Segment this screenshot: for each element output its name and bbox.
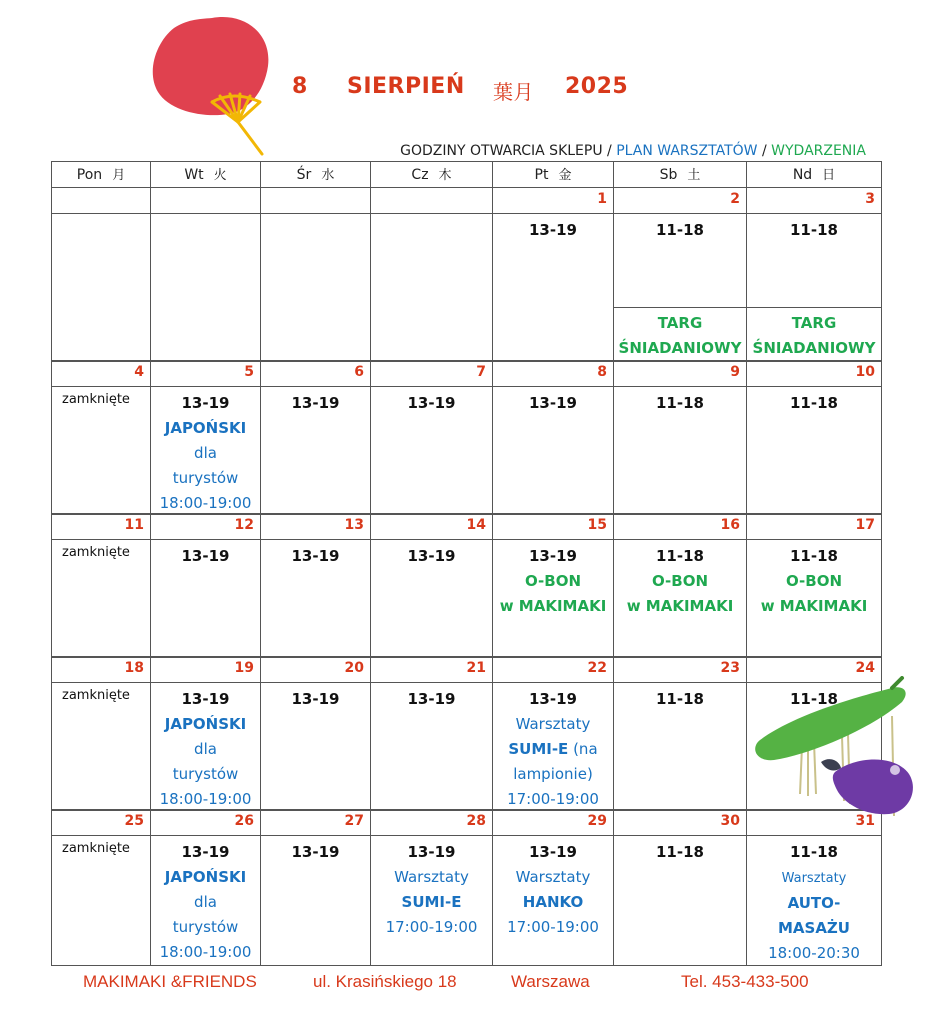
day-content <box>493 687 613 812</box>
day-content <box>371 544 492 569</box>
day-cell <box>150 809 261 966</box>
opening-hours: 13-19 <box>407 394 456 412</box>
day-cell <box>492 187 614 362</box>
day-line <box>747 891 881 916</box>
event-block <box>614 311 746 361</box>
day-cell <box>613 187 747 362</box>
day-number: 12 <box>234 517 254 533</box>
weekday-kanji: 水 <box>321 168 335 183</box>
event-text: turystów <box>172 765 239 783</box>
event-text: 18:00-19:00 <box>159 494 252 512</box>
weekday-kanji: 日 <box>822 168 836 183</box>
day-number-divider <box>52 835 150 836</box>
opening-hours: 13-19 <box>291 690 340 708</box>
opening-hours: 11-18 <box>656 547 704 565</box>
opening-hours: 11-18 <box>656 394 704 412</box>
opening-hours: 11-18 <box>790 221 838 239</box>
day-number-divider <box>614 682 746 683</box>
day-line <box>371 391 492 416</box>
day-line <box>614 391 746 416</box>
day-line <box>261 840 370 865</box>
weekday-header <box>150 161 261 188</box>
day-number-divider <box>151 386 260 387</box>
opening-hours: 13-19 <box>529 843 577 861</box>
weekday-label: Śr <box>296 167 312 183</box>
day-content <box>151 840 260 965</box>
day-number: 17 <box>855 517 875 533</box>
day-number: 21 <box>466 660 486 676</box>
event-text: 18:00-19:00 <box>159 790 252 808</box>
day-number: 9 <box>730 364 740 380</box>
day-cell <box>150 656 261 811</box>
day-number: 8 <box>597 364 607 380</box>
event-text: ŚNIADANIOWY <box>618 339 742 357</box>
day-line <box>151 687 260 712</box>
day-number: 24 <box>855 660 875 676</box>
event-text: JAPOŃSKI <box>164 868 247 886</box>
day-content <box>493 391 613 416</box>
day-number-divider <box>151 682 260 683</box>
day-line <box>747 916 881 941</box>
event-text: TARG <box>657 314 703 332</box>
weekday-header <box>260 161 371 188</box>
day-content <box>151 687 260 812</box>
day-number: 5 <box>244 364 254 380</box>
day-number: 30 <box>720 813 740 829</box>
day-line <box>747 865 881 891</box>
event-text: turystów <box>172 918 239 936</box>
weekday-label: Pt <box>534 167 549 183</box>
day-number-divider <box>371 682 492 683</box>
day-content <box>493 840 613 940</box>
day-cell <box>746 513 882 658</box>
event-text: Warsztaty <box>781 871 847 886</box>
event-text: w MAKIMAKI <box>626 597 734 615</box>
day-number-divider <box>371 213 492 214</box>
weekday-header <box>492 161 614 188</box>
day-cell <box>370 187 493 362</box>
day-number: 3 <box>865 191 875 207</box>
day-number-divider <box>614 539 746 540</box>
day-cell <box>370 656 493 811</box>
day-number-divider <box>151 213 260 214</box>
day-content <box>614 687 746 712</box>
day-number-divider <box>151 539 260 540</box>
day-line <box>493 687 613 712</box>
legend <box>400 143 866 159</box>
day-line <box>151 840 260 865</box>
day-line <box>493 865 613 890</box>
opening-hours: 11-18 <box>656 221 704 239</box>
day-number: 19 <box>234 660 254 676</box>
opening-hours: 13-19 <box>529 394 577 412</box>
event-text: SUMI-E <box>401 893 462 911</box>
day-number: 28 <box>466 813 486 829</box>
day-line <box>151 940 260 965</box>
event-text: TARG <box>791 314 837 332</box>
month-name: SIERPIEŃ <box>347 74 465 99</box>
page-title <box>0 74 928 110</box>
opening-hours: 11-18 <box>656 843 704 861</box>
day-content <box>371 391 492 416</box>
day-number: 16 <box>720 517 740 533</box>
day-number-divider <box>371 539 492 540</box>
day-line <box>493 915 613 940</box>
day-cell <box>492 656 614 811</box>
event-divider <box>614 307 746 308</box>
day-number-divider <box>747 213 881 214</box>
day-line <box>747 544 881 569</box>
event-text: O-BON <box>525 572 581 590</box>
day-content <box>371 840 492 940</box>
day-number: 10 <box>855 364 875 380</box>
day-cell <box>260 187 371 362</box>
day-number-divider <box>614 835 746 836</box>
closed-label: zamknięte <box>62 841 130 856</box>
calendar-grid <box>51 161 881 965</box>
opening-hours: 11-18 <box>656 690 704 708</box>
weekday-kanji: 火 <box>213 168 227 183</box>
day-number-divider <box>747 539 881 540</box>
event-text: ŚNIADANIOWY <box>752 339 876 357</box>
day-line <box>151 762 260 787</box>
day-number: 7 <box>476 364 486 380</box>
event-text: lampionie) <box>513 765 593 783</box>
day-number-divider <box>261 213 370 214</box>
weekday-kanji: 月 <box>112 168 126 183</box>
day-line <box>493 569 613 594</box>
day-line <box>371 544 492 569</box>
day-number-divider <box>261 835 370 836</box>
day-line <box>151 441 260 466</box>
day-line <box>261 687 370 712</box>
event-text: Warsztaty <box>394 868 469 886</box>
day-line <box>151 416 260 441</box>
weekday-header <box>746 161 882 188</box>
weekday-label: Wt <box>184 167 204 183</box>
day-cell <box>51 513 151 658</box>
day-line <box>493 890 613 915</box>
day-line <box>493 762 613 787</box>
event-text: MASAŻU <box>777 919 850 937</box>
day-cell <box>260 360 371 515</box>
day-line <box>614 569 746 594</box>
closed-label: zamknięte <box>62 545 130 560</box>
event-text: 17:00-19:00 <box>507 790 599 808</box>
opening-hours: 13-19 <box>407 547 456 565</box>
event-text: w MAKIMAKI <box>499 597 607 615</box>
day-number-divider <box>493 682 613 683</box>
closed-label: zamknięte <box>62 392 130 407</box>
day-number: 26 <box>234 813 254 829</box>
day-number-divider <box>747 835 881 836</box>
event-text: JAPOŃSKI <box>164 419 247 437</box>
day-cell <box>150 187 261 362</box>
day-line <box>371 687 492 712</box>
day-number-divider <box>261 539 370 540</box>
day-line <box>151 712 260 737</box>
event-text: Warsztaty <box>515 868 591 886</box>
day-number: 23 <box>720 660 740 676</box>
day-line <box>151 890 260 915</box>
day-cell <box>150 513 261 658</box>
day-number-divider <box>52 213 150 214</box>
day-number-divider <box>493 835 613 836</box>
day-number-divider <box>493 213 613 214</box>
day-line <box>261 544 370 569</box>
day-line <box>747 218 881 243</box>
footer-address: ul. Krasińskiego 18 <box>313 972 457 991</box>
day-content <box>493 218 613 243</box>
day-cell <box>51 360 151 515</box>
year: 2025 <box>565 74 629 99</box>
day-number: 20 <box>344 660 364 676</box>
weekday-kanji: 金 <box>558 168 572 183</box>
eggplant-icon <box>815 750 915 820</box>
day-cell <box>51 187 151 362</box>
day-cell <box>370 809 493 966</box>
day-line <box>493 737 613 762</box>
day-number-divider <box>614 386 746 387</box>
event-text: dla <box>194 740 217 758</box>
weekday-header <box>370 161 493 188</box>
event-text: Warsztaty <box>515 715 591 733</box>
opening-hours: 13-19 <box>529 690 577 708</box>
day-content <box>371 687 492 712</box>
weekday-label: Cz <box>411 167 429 183</box>
day-line <box>747 840 881 865</box>
event-text: O-BON <box>652 572 708 590</box>
opening-hours: 13-19 <box>529 221 577 239</box>
day-content <box>747 218 881 243</box>
weekday-kanji: 土 <box>687 168 701 183</box>
opening-hours: 13-19 <box>291 547 340 565</box>
month-number: 8 <box>292 74 308 99</box>
opening-hours: 13-19 <box>529 547 577 565</box>
event-text: 18:00-19:00 <box>159 943 252 961</box>
day-cell <box>260 513 371 658</box>
event-divider <box>747 307 881 308</box>
day-line <box>151 544 260 569</box>
day-content <box>261 391 370 416</box>
event-block <box>747 311 881 361</box>
day-content <box>151 391 260 516</box>
day-number: 6 <box>354 364 364 380</box>
day-cell <box>613 656 747 811</box>
day-line <box>151 865 260 890</box>
opening-hours: 13-19 <box>407 843 456 861</box>
day-content <box>614 840 746 865</box>
opening-hours: 11-18 <box>790 394 838 412</box>
day-cell <box>370 513 493 658</box>
day-number: 22 <box>587 660 607 676</box>
event-text: O-BON <box>786 572 842 590</box>
day-line <box>371 840 492 865</box>
day-content <box>493 544 613 619</box>
day-cell <box>51 809 151 966</box>
opening-hours: 13-19 <box>181 690 230 708</box>
day-number: 27 <box>344 813 364 829</box>
weekday-header <box>613 161 747 188</box>
closed-label: zamknięte <box>62 688 130 703</box>
day-content <box>261 840 370 865</box>
day-line <box>614 594 746 619</box>
footer-city: Warszawa <box>511 972 590 991</box>
day-line <box>614 544 746 569</box>
day-number-divider <box>493 386 613 387</box>
day-cell <box>51 656 151 811</box>
legend-events: WYDARZENIA <box>771 143 866 159</box>
weekday-kanji: 木 <box>438 168 452 183</box>
legend-hours: GODZINY OTWARCIA SKLEPU <box>400 143 603 159</box>
day-number-divider <box>151 835 260 836</box>
day-number-divider <box>52 539 150 540</box>
opening-hours: 11-18 <box>790 843 838 861</box>
opening-hours: 13-19 <box>291 394 340 412</box>
weekday-label: Nd <box>792 167 813 183</box>
opening-hours: 13-19 <box>181 843 230 861</box>
day-number-divider <box>261 386 370 387</box>
day-line <box>151 737 260 762</box>
day-line <box>371 890 492 915</box>
weekday-label: Pon <box>76 167 103 183</box>
day-cell <box>613 513 747 658</box>
event-text: turystów <box>172 469 239 487</box>
weekday-label: Sb <box>659 167 678 183</box>
day-number-divider <box>614 213 746 214</box>
month-kanji: 葉月 <box>493 80 534 104</box>
event-text: 18:00-20:30 <box>768 944 860 962</box>
day-number-divider <box>261 682 370 683</box>
day-line <box>493 544 613 569</box>
day-line <box>493 391 613 416</box>
opening-hours: 11-18 <box>790 547 838 565</box>
day-content <box>261 544 370 569</box>
opening-hours: 13-19 <box>181 394 230 412</box>
day-content <box>747 391 881 416</box>
day-number: 1 <box>597 191 607 207</box>
event-text: dla <box>194 444 217 462</box>
day-cell <box>260 656 371 811</box>
day-number-divider <box>371 835 492 836</box>
day-line <box>747 941 881 966</box>
day-cell <box>746 187 882 362</box>
event-text: 17:00-19:00 <box>507 918 599 936</box>
day-number-divider <box>52 386 150 387</box>
day-number: 18 <box>124 660 144 676</box>
event-text: JAPOŃSKI <box>164 715 247 733</box>
day-line <box>151 466 260 491</box>
legend-separator: / <box>602 143 617 159</box>
day-line <box>261 391 370 416</box>
day-number: 2 <box>730 191 740 207</box>
day-line <box>371 915 492 940</box>
day-line <box>151 391 260 416</box>
day-number: 31 <box>855 813 875 829</box>
day-number: 14 <box>466 517 486 533</box>
weekday-header <box>51 161 151 188</box>
day-content <box>614 391 746 416</box>
day-cell <box>492 360 614 515</box>
day-cell <box>260 809 371 966</box>
day-content <box>614 544 746 619</box>
day-line <box>493 712 613 737</box>
day-number: 4 <box>134 364 144 380</box>
day-cell <box>492 513 614 658</box>
opening-hours: 13-19 <box>291 843 340 861</box>
day-line <box>371 865 492 890</box>
day-line <box>747 569 881 594</box>
event-text: 17:00-19:00 <box>385 918 478 936</box>
opening-hours: 11-18 <box>790 690 838 708</box>
day-content <box>151 544 260 569</box>
day-number-divider <box>493 539 613 540</box>
day-line <box>614 687 746 712</box>
day-line <box>614 218 746 243</box>
day-line <box>614 840 746 865</box>
day-line <box>493 594 613 619</box>
footer-shop: MAKIMAKI &FRIENDS <box>83 972 257 991</box>
event-text: HANKO <box>522 893 584 911</box>
day-content <box>747 544 881 619</box>
day-content <box>261 687 370 712</box>
event-text: dla <box>194 893 217 911</box>
event-text: w MAKIMAKI <box>760 597 868 615</box>
day-number: 25 <box>124 813 144 829</box>
day-cell <box>150 360 261 515</box>
day-cell <box>746 360 882 515</box>
day-cell <box>370 360 493 515</box>
day-number-divider <box>371 386 492 387</box>
day-line <box>493 218 613 243</box>
day-number-divider <box>747 386 881 387</box>
day-line <box>493 840 613 865</box>
day-content <box>614 218 746 243</box>
day-number: 15 <box>587 517 607 533</box>
day-line <box>747 594 881 619</box>
day-line <box>747 391 881 416</box>
legend-separator: / <box>757 143 772 159</box>
event-text: SUMI-E <box>508 740 569 758</box>
day-number-divider <box>52 682 150 683</box>
day-number: 11 <box>124 517 144 533</box>
footer-phone: Tel. 453-433-500 <box>681 972 809 991</box>
day-number: 29 <box>587 813 607 829</box>
opening-hours: 13-19 <box>181 547 230 565</box>
day-cell <box>492 809 614 966</box>
legend-plan: PLAN WARSZTATÓW <box>616 143 758 159</box>
footer <box>0 972 928 996</box>
day-cell <box>613 809 747 966</box>
day-cell <box>746 809 882 966</box>
day-cell <box>613 360 747 515</box>
day-line <box>151 915 260 940</box>
day-content <box>747 840 881 966</box>
opening-hours: 13-19 <box>407 690 456 708</box>
event-text: (na <box>568 740 598 758</box>
event-text: AUTO- <box>787 894 841 912</box>
day-number: 13 <box>344 517 364 533</box>
